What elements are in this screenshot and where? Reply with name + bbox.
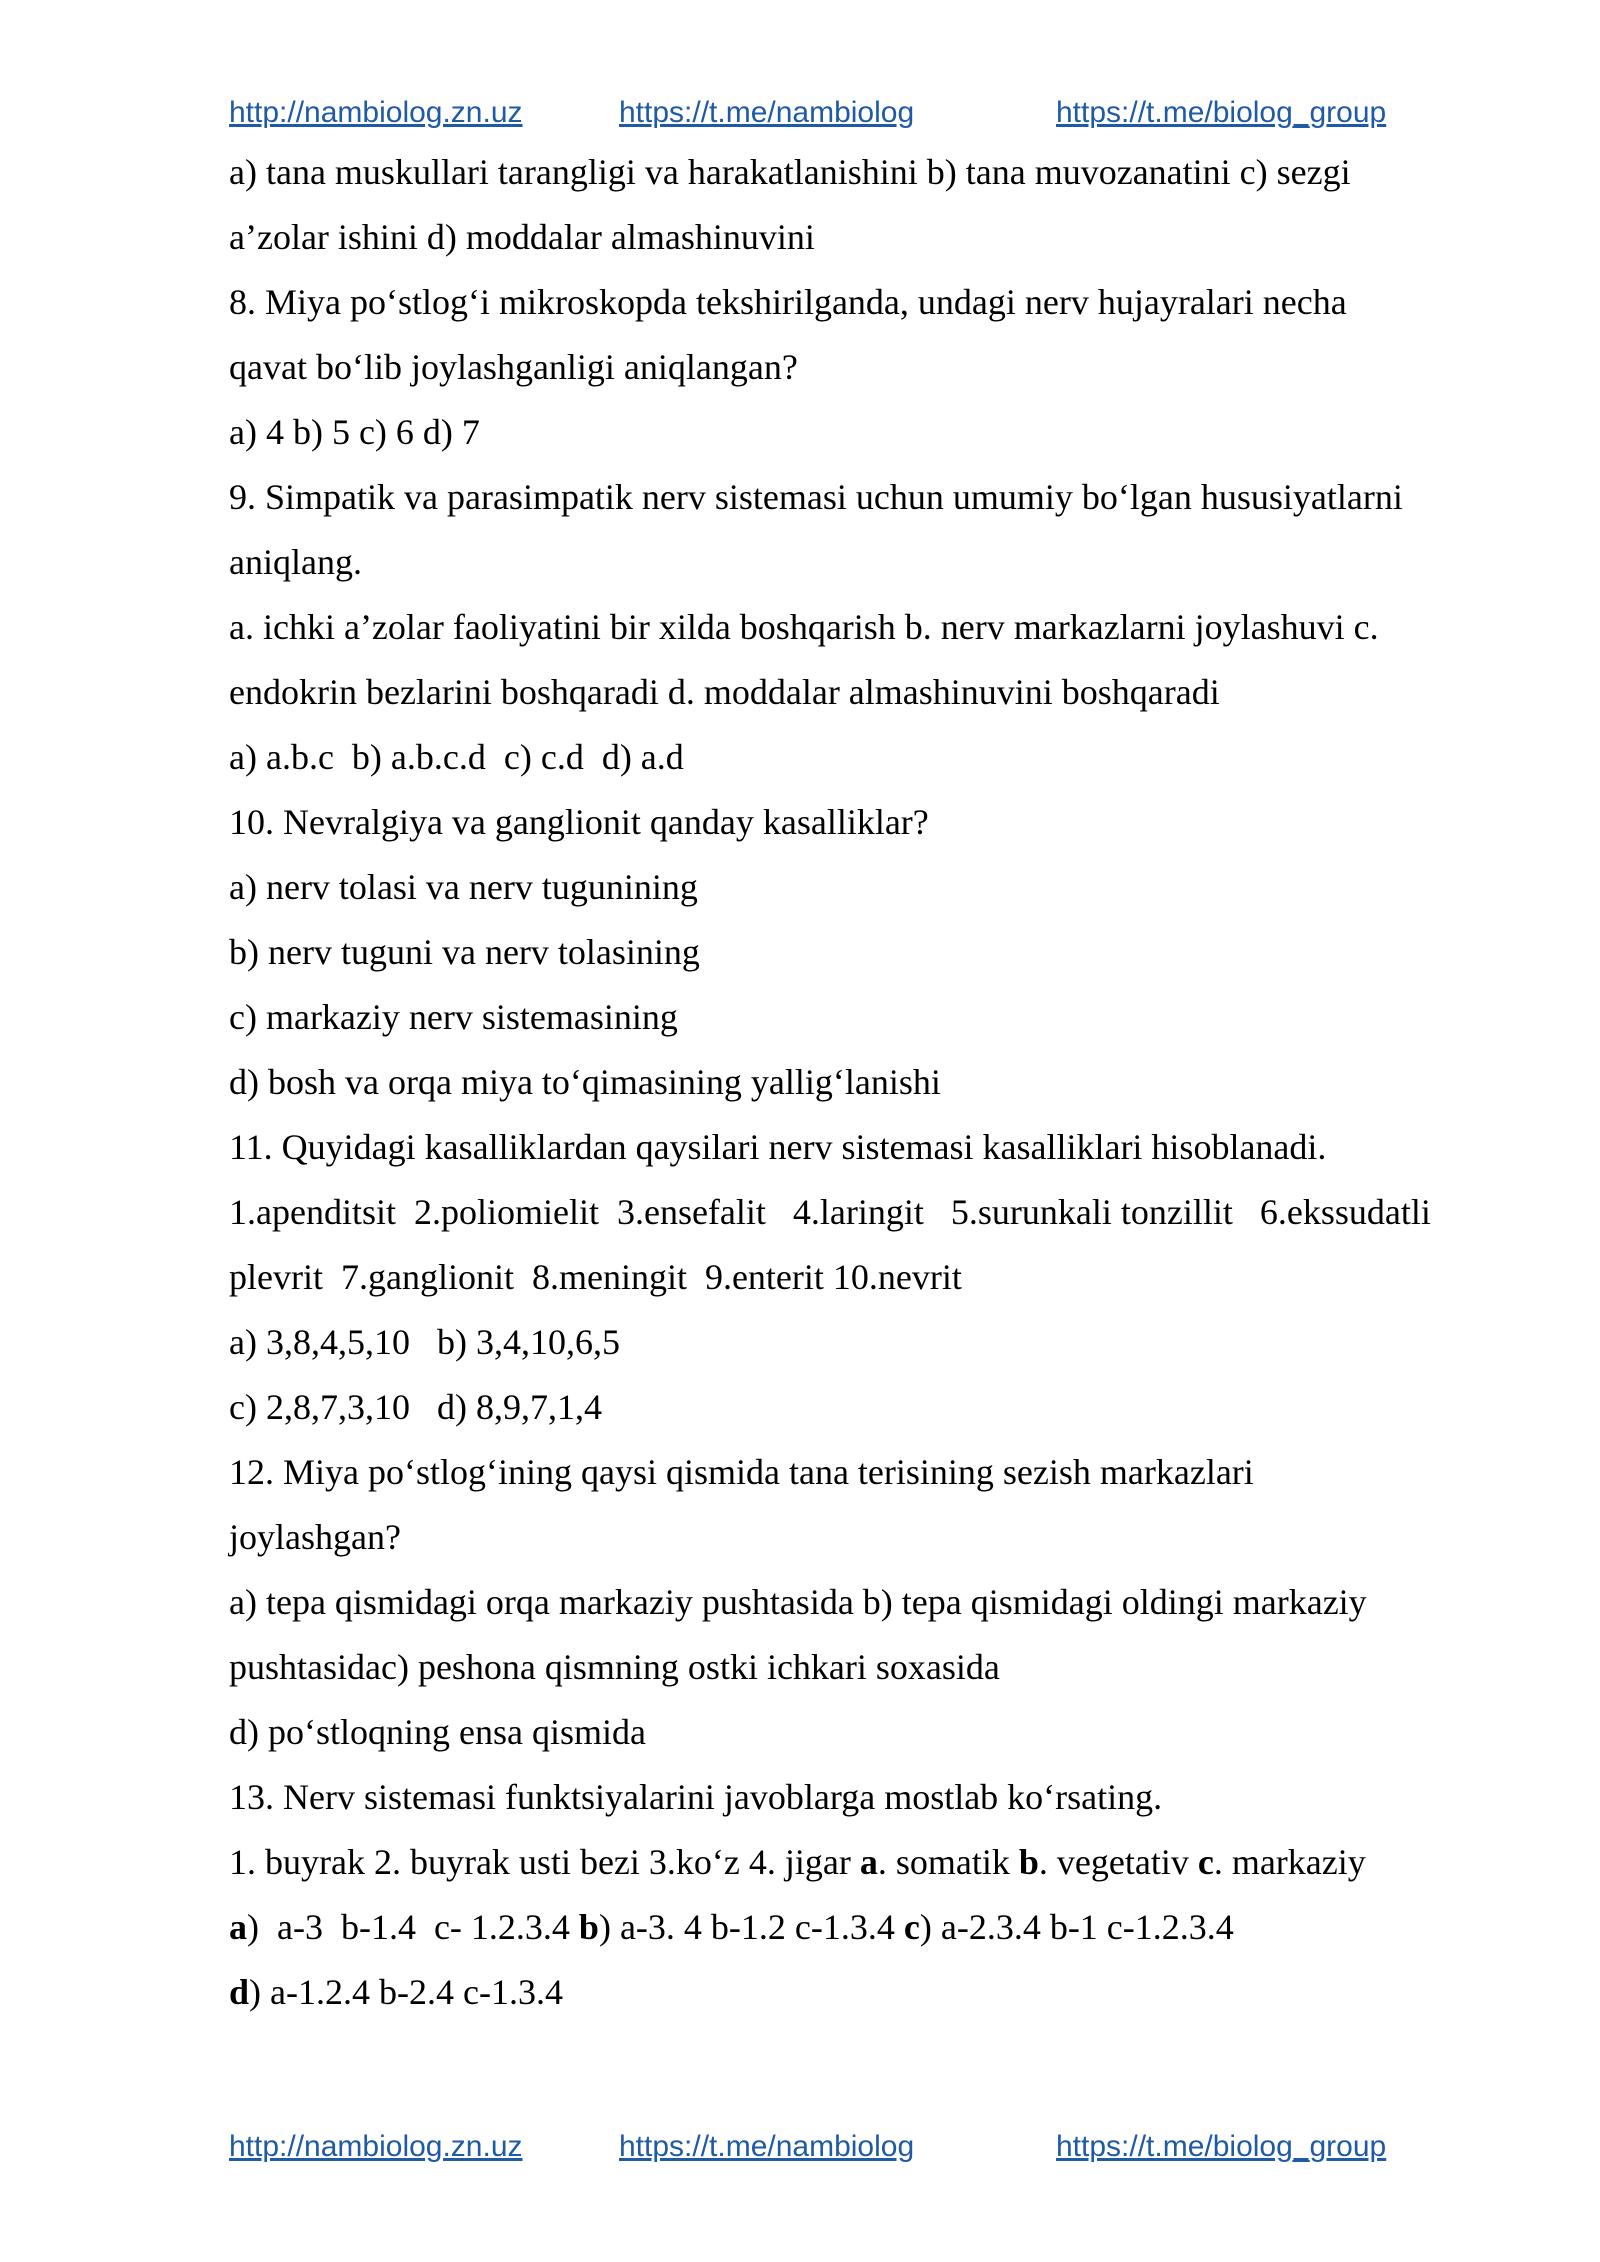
text-segment: ) a-2.3.4 b-1 c-1.2.3.4 (919, 1907, 1234, 1947)
question-8: 8. Miya po‘stlog‘i mikroskopda tekshirilganda, undagi nerv hujayralari necha (229, 282, 1347, 322)
question-10: 10. Nevralgiya va ganglionit qanday kasalliklar? (229, 802, 929, 842)
answer-options (229, 1960, 1494, 2025)
bold-letter: d (229, 1972, 250, 2012)
answer-options: a) 3,8,4,5,10 b) 3,4,10,6,5 (229, 1322, 620, 1362)
answer-option: c) markaziy nerv sistemasining (229, 997, 678, 1037)
document-body (229, 140, 1494, 2025)
bold-letter: c (903, 1907, 920, 1947)
text-line: aniqlang. (229, 542, 362, 582)
question-13: 13. Nerv sistemasi funktsiyalarini javoblarga mostlab ko‘rsating. (229, 1777, 1163, 1817)
bold-letter: b (578, 1907, 599, 1947)
text-segment: . markaziy (1213, 1842, 1366, 1882)
footer-link-site[interactable]: http://nambiolog.zn.uz (229, 2130, 523, 2163)
bold-letter: a (229, 1907, 247, 1947)
text-line: a) tana muskullari tarangligi va harakatlanishini b) tana muvozanatini c) sezgi (229, 152, 1351, 192)
answer-options: c) 2,8,7,3,10 d) 8,9,7,1,4 (229, 1387, 602, 1427)
text-line: a’zolar ishini d) moddalar almashinuvini (229, 217, 815, 257)
question-9: 9. Simpatik va parasimpatik nerv sistemasi uchun umumiy bo‘lgan hususiyatlarni (229, 477, 1403, 517)
text-line: 1.apenditsit 2.poliomielit 3.ensefalit 4.laringit 5.surunkali tonzillit 6.ekssudatli (229, 1192, 1431, 1232)
text-line: joylashgan? (229, 1517, 401, 1557)
answer-options: pushtasidac) peshona qismning ostki ichkari soxasida (229, 1647, 1000, 1687)
answer-options: a) tepa qismidagi orqa markaziy pushtasida b) tepa qismidagi oldingi markaziy (229, 1582, 1367, 1622)
bold-letter: b (1018, 1842, 1039, 1882)
answer-options: a) a.b.c b) a.b.c.d c) c.d d) a.d (229, 737, 684, 777)
answer-option: a) nerv tolasi va nerv tugunining (229, 867, 698, 907)
text-line: plevrit 7.ganglionit 8.meningit 9.enterit 10.nevrit (229, 1257, 962, 1297)
text-line: qavat bo‘lib joylashganligi aniqlangan? (229, 347, 798, 387)
answer-options: a) 4 b) 5 c) 6 d) 7 (229, 412, 480, 452)
text-segment: ) a-3. 4 b-1.2 c-1.3.4 (598, 1907, 904, 1947)
footer-link-telegram-nambiolog[interactable]: https://t.me/nambiolog (619, 2130, 915, 2163)
answer-option: d) po‘stloqning ensa qismida (229, 1712, 646, 1752)
bold-letter: c (1197, 1842, 1214, 1882)
footer-links (229, 2130, 1404, 2170)
answer-option: b) nerv tuguni va nerv tolasining (229, 932, 700, 972)
header-link-site[interactable]: http://nambiolog.zn.uz (229, 96, 523, 129)
text-segment: ) a-1.2.4 b-2.4 c-1.3.4 (249, 1972, 563, 2012)
text-segment: . somatik (877, 1842, 1019, 1882)
text-segment: 1. buyrak 2. buyrak usti bezi 3.ko‘z 4. jigar (229, 1842, 860, 1882)
question-12: 12. Miya po‘stlog‘ining qaysi qismida tana terisining sezish markazlari (229, 1452, 1254, 1492)
text-line: endokrin bezlarini boshqaradi d. moddalar almashinuvini boshqaradi (229, 672, 1220, 712)
text-line: a. ichki a’zolar faoliyatini bir xilda boshqarish b. nerv markazlarni joylashuvi c. (229, 607, 1379, 647)
footer-link-telegram-biolog-group[interactable]: https://t.me/biolog_group (1056, 2130, 1387, 2163)
text-segment: ) a-3 b-1.4 c- 1.2.3.4 (247, 1907, 579, 1947)
header-link-telegram-nambiolog[interactable]: https://t.me/nambiolog (619, 96, 915, 129)
answer-option: d) bosh va orqa miya to‘qimasining yallig‘lanishi (229, 1062, 941, 1102)
bold-letter: a (859, 1842, 878, 1882)
text-line (229, 1830, 1494, 1895)
header-link-telegram-biolog-group[interactable]: https://t.me/biolog_group (1056, 96, 1387, 129)
header-links (229, 96, 1404, 136)
text-segment: . vegetativ (1038, 1842, 1198, 1882)
question-11: 11. Quyidagi kasalliklardan qaysilari nerv sistemasi kasalliklari hisoblanadi. (229, 1127, 1327, 1167)
answer-options (229, 1895, 1494, 1960)
